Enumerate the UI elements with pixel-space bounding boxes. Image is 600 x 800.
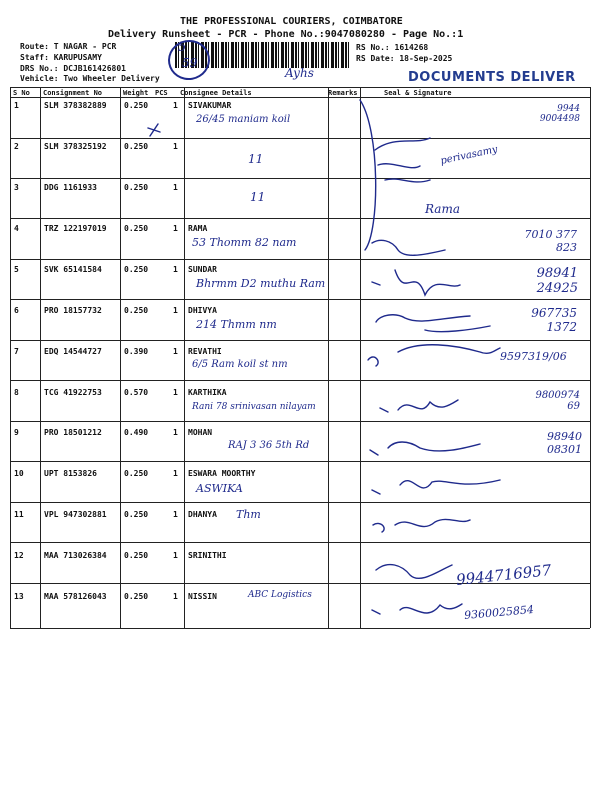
row-hand-signature: 967735 1372 <box>531 306 577 334</box>
row-hand-address: Thm <box>236 508 261 521</box>
row-consignee: SIVAKUMAR <box>188 101 232 110</box>
row-sno: 4 <box>14 224 19 233</box>
row-hand-signature: 98941 24925 <box>536 266 578 296</box>
runsheet-subtitle: Delivery Runsheet - PCR - Phone No.:9047080280 - Page No.:1 <box>108 29 464 40</box>
row-consignment: MAA 713026384 <box>44 551 107 560</box>
row-consignee: KARTHIKA <box>188 388 227 397</box>
staff-label: Staff: KARUPUSAMY <box>20 53 102 62</box>
row-consignment: SLM 378325192 <box>44 142 107 151</box>
row-consignee: DHIVYA <box>188 306 217 315</box>
drs-label: DRS No.: DCJB161426801 <box>20 64 126 73</box>
row-hand-address: 26/45 maniam koil <box>196 114 291 125</box>
row-hand-address: ASWIKA <box>196 482 243 495</box>
row-weight: 0.250 <box>124 183 149 192</box>
row-pcs: 1 <box>173 224 178 233</box>
hand-count-bottom: 59 <box>182 56 198 70</box>
row-hand-address: Bhrmm D2 muthu Ram <box>196 277 326 290</box>
row-consignment: SLM 378382889 <box>44 101 107 110</box>
row-consignment: DDG 1161933 <box>44 183 97 192</box>
vehicle-label: Vehicle: Two Wheeler Delivery <box>20 74 160 83</box>
row-consignment: MAA 578126043 <box>44 592 107 601</box>
row-sno: 6 <box>14 306 19 315</box>
row-hand-address: 214 Thmm nm <box>196 318 277 331</box>
row-hand-signature: 9944716957 <box>455 561 553 589</box>
row-sno: 12 <box>14 551 24 560</box>
row-sno: 2 <box>14 142 19 151</box>
row-consignment: PRO 18501212 <box>44 428 102 437</box>
row-weight: 0.490 <box>124 428 149 437</box>
row-sno: 7 <box>14 347 19 356</box>
row-hand-signature: 7010 377 823 <box>524 228 577 254</box>
row-pcs: 1 <box>173 183 178 192</box>
row-weight: 0.250 <box>124 224 149 233</box>
row-sno: 13 <box>14 592 24 601</box>
row-consignee: RAMA <box>188 224 208 233</box>
row-weight: 0.570 <box>124 388 149 397</box>
row-sno: 8 <box>14 388 19 397</box>
row-sno: 10 <box>14 469 24 478</box>
row-pcs: 1 <box>173 551 178 560</box>
route-label: Route: T NAGAR - PCR <box>20 42 117 51</box>
row-consignment: TRZ 122197019 <box>44 224 107 233</box>
row-pcs: 1 <box>173 469 178 478</box>
row-weight: 0.250 <box>124 101 149 110</box>
row-weight: 0.250 <box>124 469 149 478</box>
rs-date: RS Date: 18-Sep-2025 <box>356 54 453 63</box>
row-pcs: 1 <box>173 388 178 397</box>
row-consignment: SVK 65141584 <box>44 265 102 274</box>
row-hand-signature: perivasamy <box>439 144 499 167</box>
row-weight: 0.390 <box>124 347 149 356</box>
row-consignee: SUNDAR <box>188 265 217 274</box>
row-consignment: TCG 41922753 <box>44 388 102 397</box>
row-hand-address: 11 <box>248 152 264 166</box>
col-header-consignee: Consignee Details <box>180 89 252 97</box>
row-pcs: 1 <box>173 142 178 151</box>
row-consignee: SRINITHI <box>188 551 227 560</box>
row-hand-signature: 9944 9004498 <box>539 104 580 124</box>
row-pcs: 1 <box>173 428 178 437</box>
row-hand-address: 6/5 Ram koil st nm <box>192 359 288 370</box>
row-consignee: ESWARA MOORTHY <box>188 469 256 478</box>
row-hand-address: RAJ 3 36 5th Rd <box>228 440 310 451</box>
col-header-sno: S No <box>13 89 30 97</box>
row-consignment: PRO 18157732 <box>44 306 102 315</box>
row-hand-signature: 9360025854 <box>463 602 535 623</box>
row-consignment: UPT 8153826 <box>44 469 97 478</box>
col-header-weight: Weight <box>123 89 149 97</box>
row-hand-address: ABC Logistics <box>248 590 312 600</box>
row-sno: 11 <box>14 510 24 519</box>
row-weight: 0.250 <box>124 510 149 519</box>
documents-delivered-stamp: DOCUMENTS DELIVER <box>408 70 576 85</box>
hand-count-top: 5 <box>178 40 187 55</box>
row-sno: 1 <box>14 101 19 110</box>
row-consignment: EDQ 14544727 <box>44 347 102 356</box>
row-hand-signature: 9597319/06 <box>500 350 567 363</box>
row-consignee: REVATHI <box>188 347 222 356</box>
row-weight: 0.250 <box>124 265 149 274</box>
row-consignee: NISSIN <box>188 592 217 601</box>
row-hand-signature: Rama <box>425 202 460 216</box>
row-weight: 0.250 <box>124 142 149 151</box>
row-consignee: DHANYA <box>188 510 217 519</box>
hand-initial: Ayhs <box>285 66 314 80</box>
row-weight: 0.250 <box>124 592 149 601</box>
col-header-consignment: Consignment No <box>43 89 103 97</box>
row-pcs: 1 <box>173 265 178 274</box>
row-pcs: 1 <box>173 347 178 356</box>
row-consignment: VPL 947302881 <box>44 510 107 519</box>
row-pcs: 1 <box>173 306 178 315</box>
row-consignee: MOHAN <box>188 428 213 437</box>
rs-number: RS No.: 1614268 <box>356 43 429 52</box>
col-header-remarks: Remarks <box>328 89 358 97</box>
row-hand-address: Rani 78 srinivasan nilayam <box>192 402 316 412</box>
col-header-pcs: PCS <box>155 89 168 97</box>
row-hand-signature: 98940 08301 <box>547 430 582 456</box>
company-title: THE PROFESSIONAL COURIERS, COIMBATORE <box>180 16 403 27</box>
row-pcs: 1 <box>173 592 178 601</box>
row-hand-signature: 9800974 69 <box>535 390 580 412</box>
row-sno: 9 <box>14 428 19 437</box>
col-header-seal: Seal & Signature <box>384 89 452 97</box>
row-sno: 3 <box>14 183 19 192</box>
row-pcs: 1 <box>173 510 178 519</box>
row-hand-address: 11 <box>250 190 266 204</box>
row-weight: 0.250 <box>124 551 149 560</box>
row-hand-address: 53 Thomm 82 nam <box>192 236 297 249</box>
row-pcs: 1 <box>173 101 178 110</box>
row-sno: 5 <box>14 265 19 274</box>
row-weight: 0.250 <box>124 306 149 315</box>
